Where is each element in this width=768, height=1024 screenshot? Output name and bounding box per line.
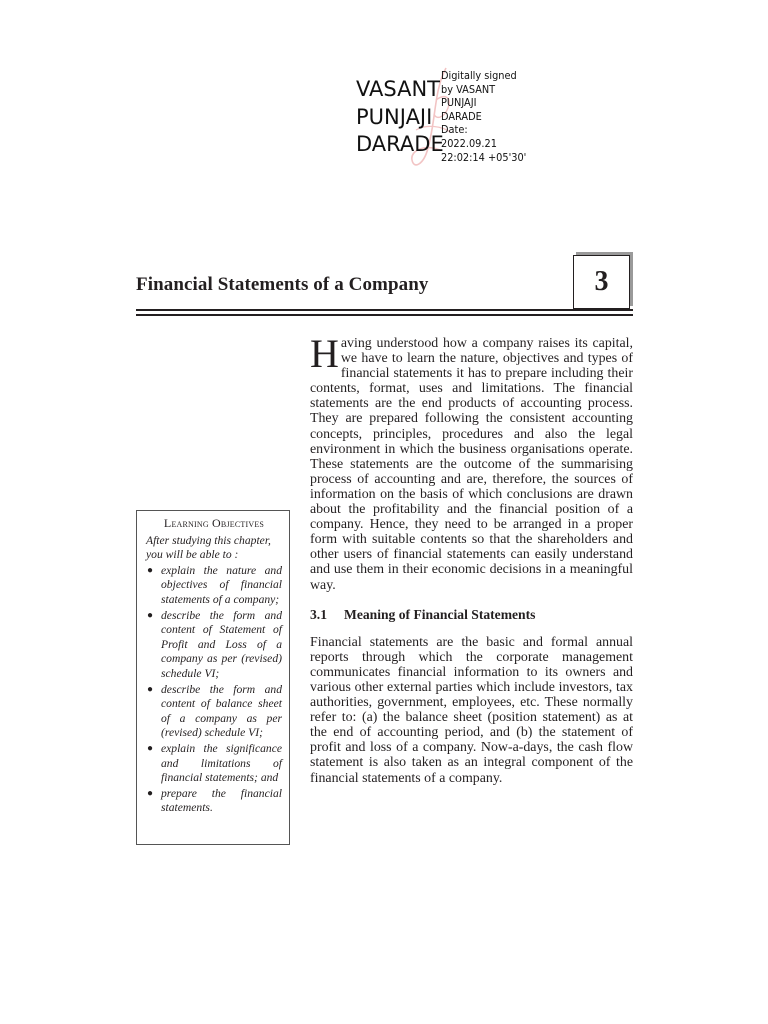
signature-detail-line: PUNJAJI [441,97,477,110]
chapter-number: 3 [573,255,630,309]
objective-text: describe the form and content of balance sheet of a company as per (revised) schedule VI; [161,682,282,740]
objective-item [146,683,282,741]
objectives-list [146,564,282,816]
signer-name-line: VASANT [356,77,441,101]
section-paragraph: Financial statements are the basic and formal annual reports through which the corporate management communicates financial information to its owners and various other external parties which include investors, tax authorities, government, employees, etc. These normally refer to: (a) the balance sheet (position statement) as at the end of accounting period, and (b) the statement of profit and loss of a company. Now-a-days, the cash flow statement is also taken as an integral component of the financial statements of a company. [310,634,633,786]
digital-signature [356,64,556,184]
objective-text: explain the significance and limitations of financial statements; and [161,741,282,785]
signer-name-line: PUNJAJI [356,104,433,129]
objective-text: explain the nature and objectives of financial statements of a company; [161,563,282,606]
section-title: Meaning of Financial Statements [344,606,536,622]
bullet-icon: ● [147,609,154,621]
objective-item [146,787,282,816]
signature-detail-line: 22:02:14 +05'30' [441,151,527,164]
objective-text: prepare the financial statements. [161,786,282,815]
section-heading [310,607,633,622]
title-rule-bottom [136,314,633,316]
objectives-heading: Learning Objectives [163,516,265,530]
signature-detail-line: Date: [441,124,468,137]
signature-detail-line: DARADE [441,110,482,123]
bullet-icon: ● [147,564,154,576]
main-body [310,331,633,786]
objective-item [146,564,282,608]
bullet-icon: ● [147,742,154,754]
intro-paragraph-text: aving understood how a company raises its capital, we have to learn the nature, objectives and types of financial statements it has to prepare including their contents, format, uses and limitations. The financial statements are the end products of accounting process. They are prepared following the consistent accounting concepts, principles, procedures and also the legal environment in which the business organisations operate. These statements are the outcome of the summarising process of accounting and are, therefore, the sources of information on the basis of which conclusions are drawn about the profitability and the financial position of a company. Hence, they need to be arranged in a proper form with suitable contents so that the shareholders and other users of financial statements can easily understand and use them in their economic decisions in a meaningful way. [310,336,633,593]
objective-item [146,742,282,786]
objectives-intro: After studying this chapter, you will be able to : [146,533,271,562]
signer-name [356,76,444,159]
signature-details [441,70,526,165]
chapter-title: Financial Statements of a Company [136,274,429,295]
bullet-icon: ● [147,787,154,799]
intro-paragraph [310,331,633,593]
signer-name-line: DARADE [356,132,444,156]
signature-detail-line: by VASANT [441,83,496,96]
objective-item [146,609,282,682]
section-number: 3.1 [310,606,327,622]
signature-detail-line: 2022.09.21 [441,137,497,150]
drop-cap: H [310,331,339,376]
title-rule-top [136,309,633,311]
bullet-icon: ● [147,683,154,695]
learning-objectives-box [136,510,290,845]
objective-text: describe the form and content of Statement of Profit and Loss of a company as per (revised) schedule VI; [161,608,282,680]
signature-detail-line: Digitally signed [441,70,517,82]
